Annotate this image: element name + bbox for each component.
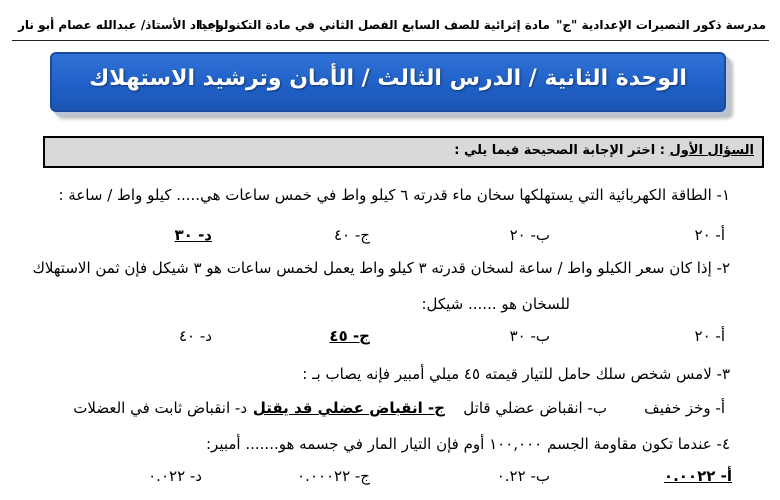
option-3b: ب- انقباض عضلي قاتل: [463, 399, 607, 417]
question-item-4: ٤- عندما تكون مقاومة الجسم ١٠٠,٠٠٠ أوم فإن التيار المار في جسمه هو....... أمبير:: [206, 435, 730, 453]
option-4a-correct: أ- ٠.٠٠٢٢: [663, 467, 732, 485]
option-2d: د- ٤٠: [179, 327, 212, 345]
school-name: مدرسة ذكور النصيرات الإعدادية "ج": [556, 18, 766, 32]
option-2c-correct: ج- ٤٥: [329, 327, 370, 345]
lesson-title: الوحدة الثانية / الدرس الثالث / الأمان وترشيد الاستهلاك: [89, 66, 687, 91]
lesson-banner: [50, 52, 726, 112]
question-header-box: [43, 136, 764, 168]
header-divider: [12, 40, 769, 41]
page-header: [0, 18, 780, 40]
option-4b: ب- ٠.٢٢: [496, 467, 550, 485]
question-instruction: : اختر الإجابة الصحيحة فيما يلي :: [454, 143, 665, 158]
question-item-2: ٢- إذا كان سعر الكيلو واط / ساعة لسخان قدرته ٣ كيلو واط يعمل لخمس ساعات هو ٣ شيكل فإن ثمن الاستهلاك: [32, 259, 730, 277]
option-3a: أ- وخز خفيف: [644, 399, 725, 417]
question-item-2-cont: للسخان هو ...... شيكل:: [421, 295, 570, 313]
teacher-name: إعداد الأستاذ/ عبدالله عصام أبو نار: [18, 18, 220, 32]
option-3c-correct: ج- انقباض عضلي قد يقتل: [252, 399, 445, 417]
option-3d: د- انقباض ثابت في العضلات: [73, 399, 247, 417]
option-1d-correct: د- ٣٠: [174, 226, 212, 244]
option-4d: د- ٠.٠٢٢: [148, 467, 202, 485]
question-label: السؤال الأول: [669, 143, 754, 158]
option-1a: أ- ٢٠: [694, 226, 725, 244]
question-item-1: ١- الطاقة الكهربائية التي يستهلكها سخان ماء قدرته ٦ كيلو واط في خمس ساعات هي..... كيلو واط / ساعة :: [58, 186, 730, 204]
option-2b: ب- ٣٠: [509, 327, 550, 345]
option-2a: أ- ٢٠: [694, 327, 725, 345]
question-item-3: ٣- لامس شخص سلك حامل للتيار قيمته ٤٥ ميلي أمبير فإنه يصاب بـ :: [302, 365, 730, 383]
question-title: [454, 143, 754, 158]
option-4c: ج- ٠.٠٠٠٢٢: [297, 467, 370, 485]
subject-description: مادة إثرائية للصف السابع الفصل الثاني في مادة التكنولوجيا: [198, 18, 550, 32]
option-1c: ج- ٤٠: [334, 226, 370, 244]
option-1b: ب- ٢٠: [509, 226, 550, 244]
